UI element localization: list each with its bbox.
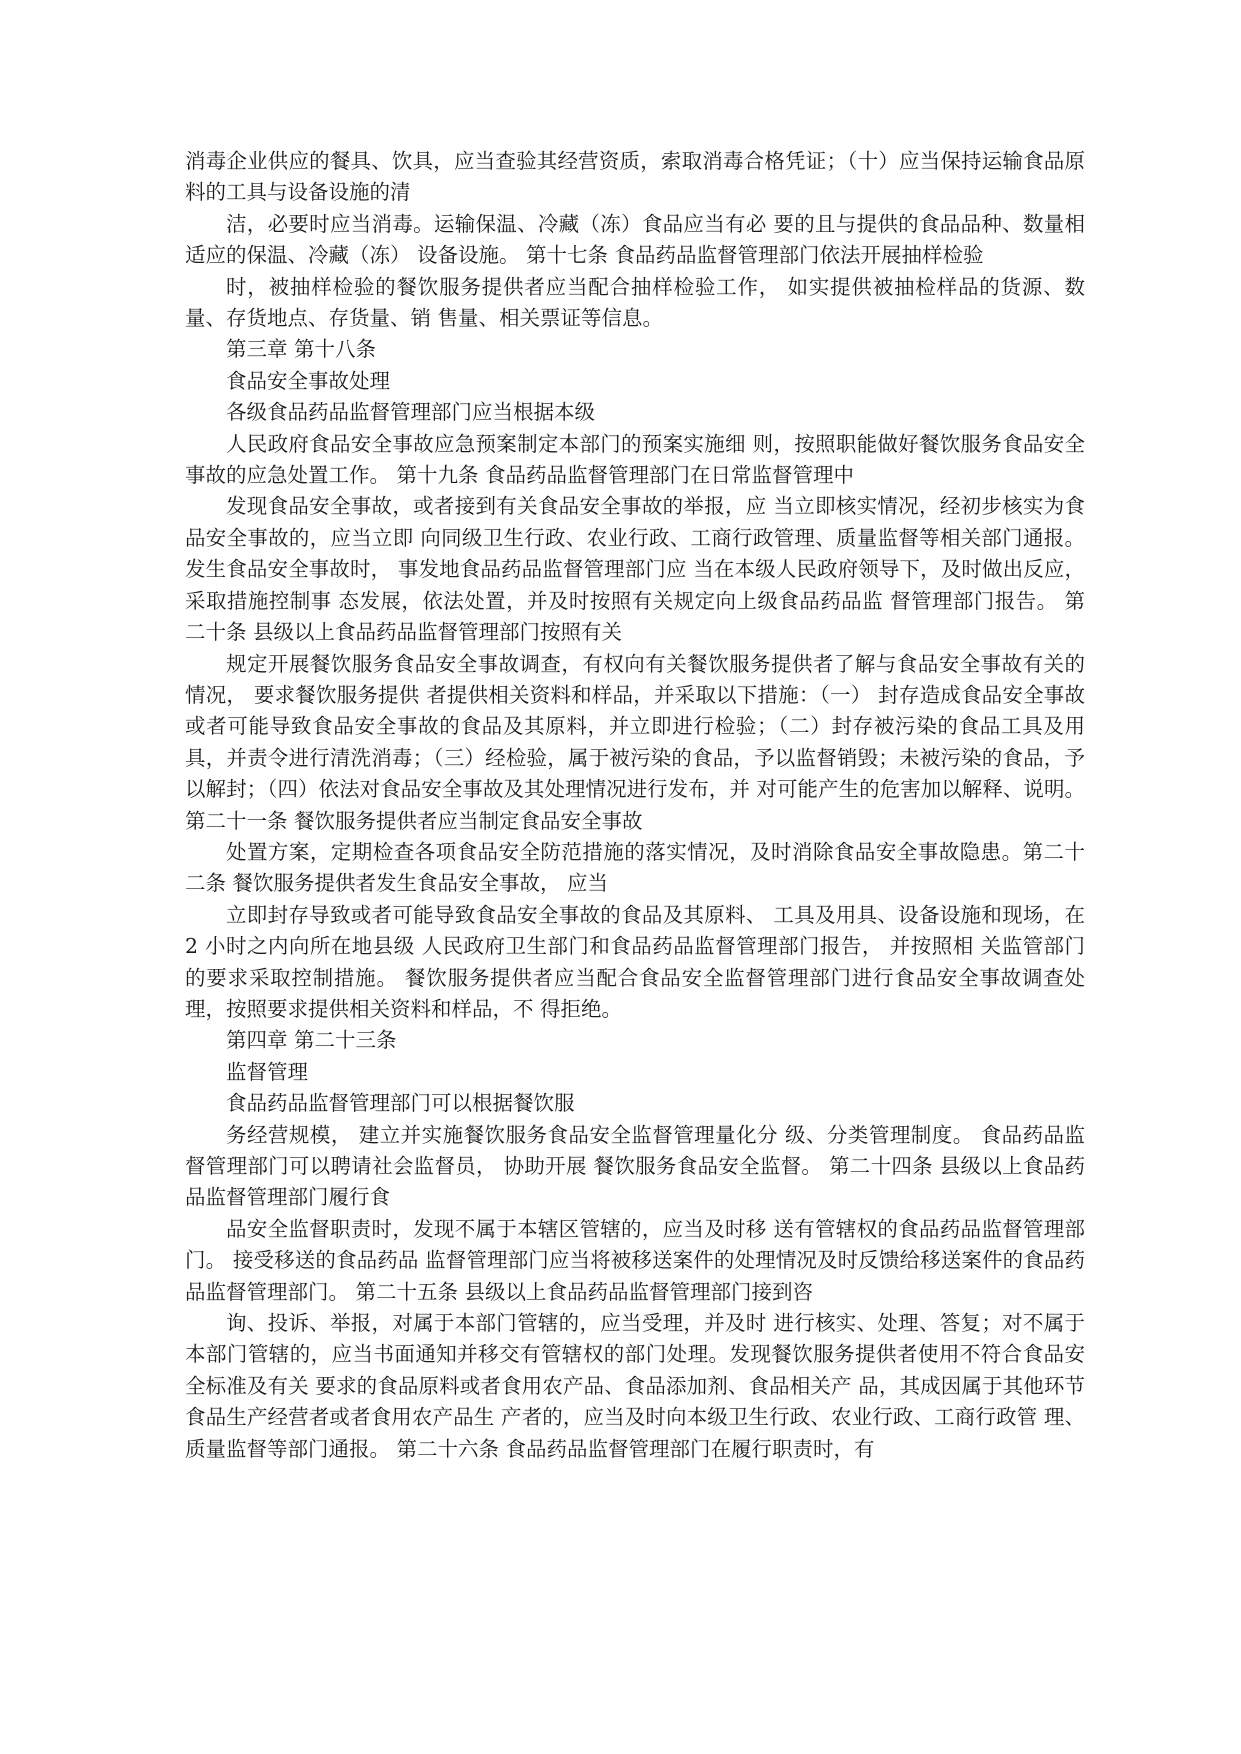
body-paragraph: 品安全监督职责时，发现不属于本辖区管辖的，应当及时移 送有管辖权的食品药品监督管理部门。 接受移送的食品药品 监督管理部门应当将被移送案件的处理情况及时反馈给移送案件的食品药品监督管理部门。 第二十五条 县级以上食品药品监督管理部门接到咨: [185, 1216, 1085, 1304]
chapter-title: 监督管理: [226, 1059, 308, 1084]
body-paragraph: 规定开展餐饮服务食品安全事故调查，有权向有关餐饮服务提供者了解与食品安全事故有关的情况， 要求餐饮服务提供 者提供相关资料和样品，并采取以下措施：（一） 封存造成食品安全事故或者可能导致食品安全事故的食品及其原料，并立即进行检验；（二）封存被污染的食品工具及用具，并责令进行清洗消毒；（三）经检验，属于被污染的食品，予以监督销毁；未被污染的食品，予以解封；（四）依法对食品安全事故及其处理情况进行发布，并 对可能产生的危害加以解释、说明。 第二十一条 餐饮服务提供者应当制定食品安全事故: [185, 651, 1092, 833]
body-paragraph: 食品药品监督管理部门可以根据餐饮服: [226, 1091, 575, 1116]
chapter-heading: 第四章 第二十三条: [226, 1028, 397, 1053]
body-paragraph: 处置方案，定期检查各项食品安全防范措施的落实情况，及时消除食品安全事故隐患。第二十二条 餐饮服务提供者发生食品安全事故， 应当: [185, 839, 1085, 896]
body-paragraph: 消毒企业供应的餐具、饮具，应当查验其经营资质，索取消毒合格凭证；（十）应当保持运输食品原料的工具与设备设施的清: [185, 149, 1085, 205]
chapter-title: 食品安全事故处理: [226, 368, 390, 393]
body-paragraph: 询、投诉、举报，对属于本部门管辖的，应当受理，并及时 进行核实、处理、答复；对不属于本部门管辖的，应当书面通知并移交有管辖权的部门处理。发现餐饮服务提供者使用不符合食品安全标准及有关 要求的食品原料或者食用农产品、食品添加剂、食品相关产 品，其成因属于其他环节食品生产经营者或者食用农产品生 产者的，应当及时向本级卫生行政、农业行政、工商行政管 理、质量监督等部门通报。 第二十六条 食品药品监督管理部门在履行职责时，有: [185, 1311, 1085, 1461]
document-page: [185, 146, 1092, 1465]
body-paragraph: 务经营规模， 建立并实施餐饮服务食品安全监督管理量化分 级、分类管理制度。 食品药品监督管理部门可以聘请社会监督员， 协助开展 餐饮服务食品安全监督。 第二十四条 县级以上食品药品监督管理部门履行食: [185, 1122, 1085, 1210]
body-paragraph: 洁，必要时应当消毒。运输保温、冷藏（冻）食品应当有必 要的且与提供的食品品种、数量相适应的保温、冷藏（冻） 设备设施。 第十七条 食品药品监督管理部门依法开展抽样检验: [185, 211, 1085, 268]
body-paragraph: 各级食品药品监督管理部门应当根据本级: [226, 400, 595, 425]
body-paragraph: 发现食品安全事故，或者接到有关食品安全事故的举报，应 当立即核实情况，经初步核实为食品安全事故的，应当立即 向同级卫生行政、农业行政、工商行政管理、质量监督等相关部门通报。 发生食品安全事故时， 事发地食品药品监督管理部门应 当在本级人民政府领导下，及时做出反应，采取措施控制事 态发展，依法处置，并及时按照有关规定向上级食品药品监 督管理部门报告。 第二十条 县级以上食品药品监督管理部门按照有关: [185, 494, 1092, 645]
body-paragraph: 人民政府食品安全事故应急预案制定本部门的预案实施细 则，按照职能做好餐饮服务食品安全事故的应急处置工作。 第十九条 食品药品监督管理部门在日常监督管理中: [185, 431, 1085, 488]
chapter-heading: 第三章 第十八条: [226, 337, 377, 362]
body-paragraph: 时，被抽样检验的餐饮服务提供者应当配合抽样检验工作， 如实提供被抽检样品的货源、数量、存货地点、存货量、销 售量、相关票证等信息。: [185, 274, 1085, 331]
body-paragraph: 立即封存导致或者可能导致食品安全事故的食品及其原料、 工具及用具、设备设施和现场，在 2 小时之内向所在地县级 人民政府卫生部门和食品药品监督管理部门报告， 并按照相 关监管部门的要求采取控制措施。 餐饮服务提供者应当配合食品安全监督管理部门进行食品安全事故调查处理，按照要求提供相关资料和样品，不 得拒绝。: [185, 902, 1092, 1021]
